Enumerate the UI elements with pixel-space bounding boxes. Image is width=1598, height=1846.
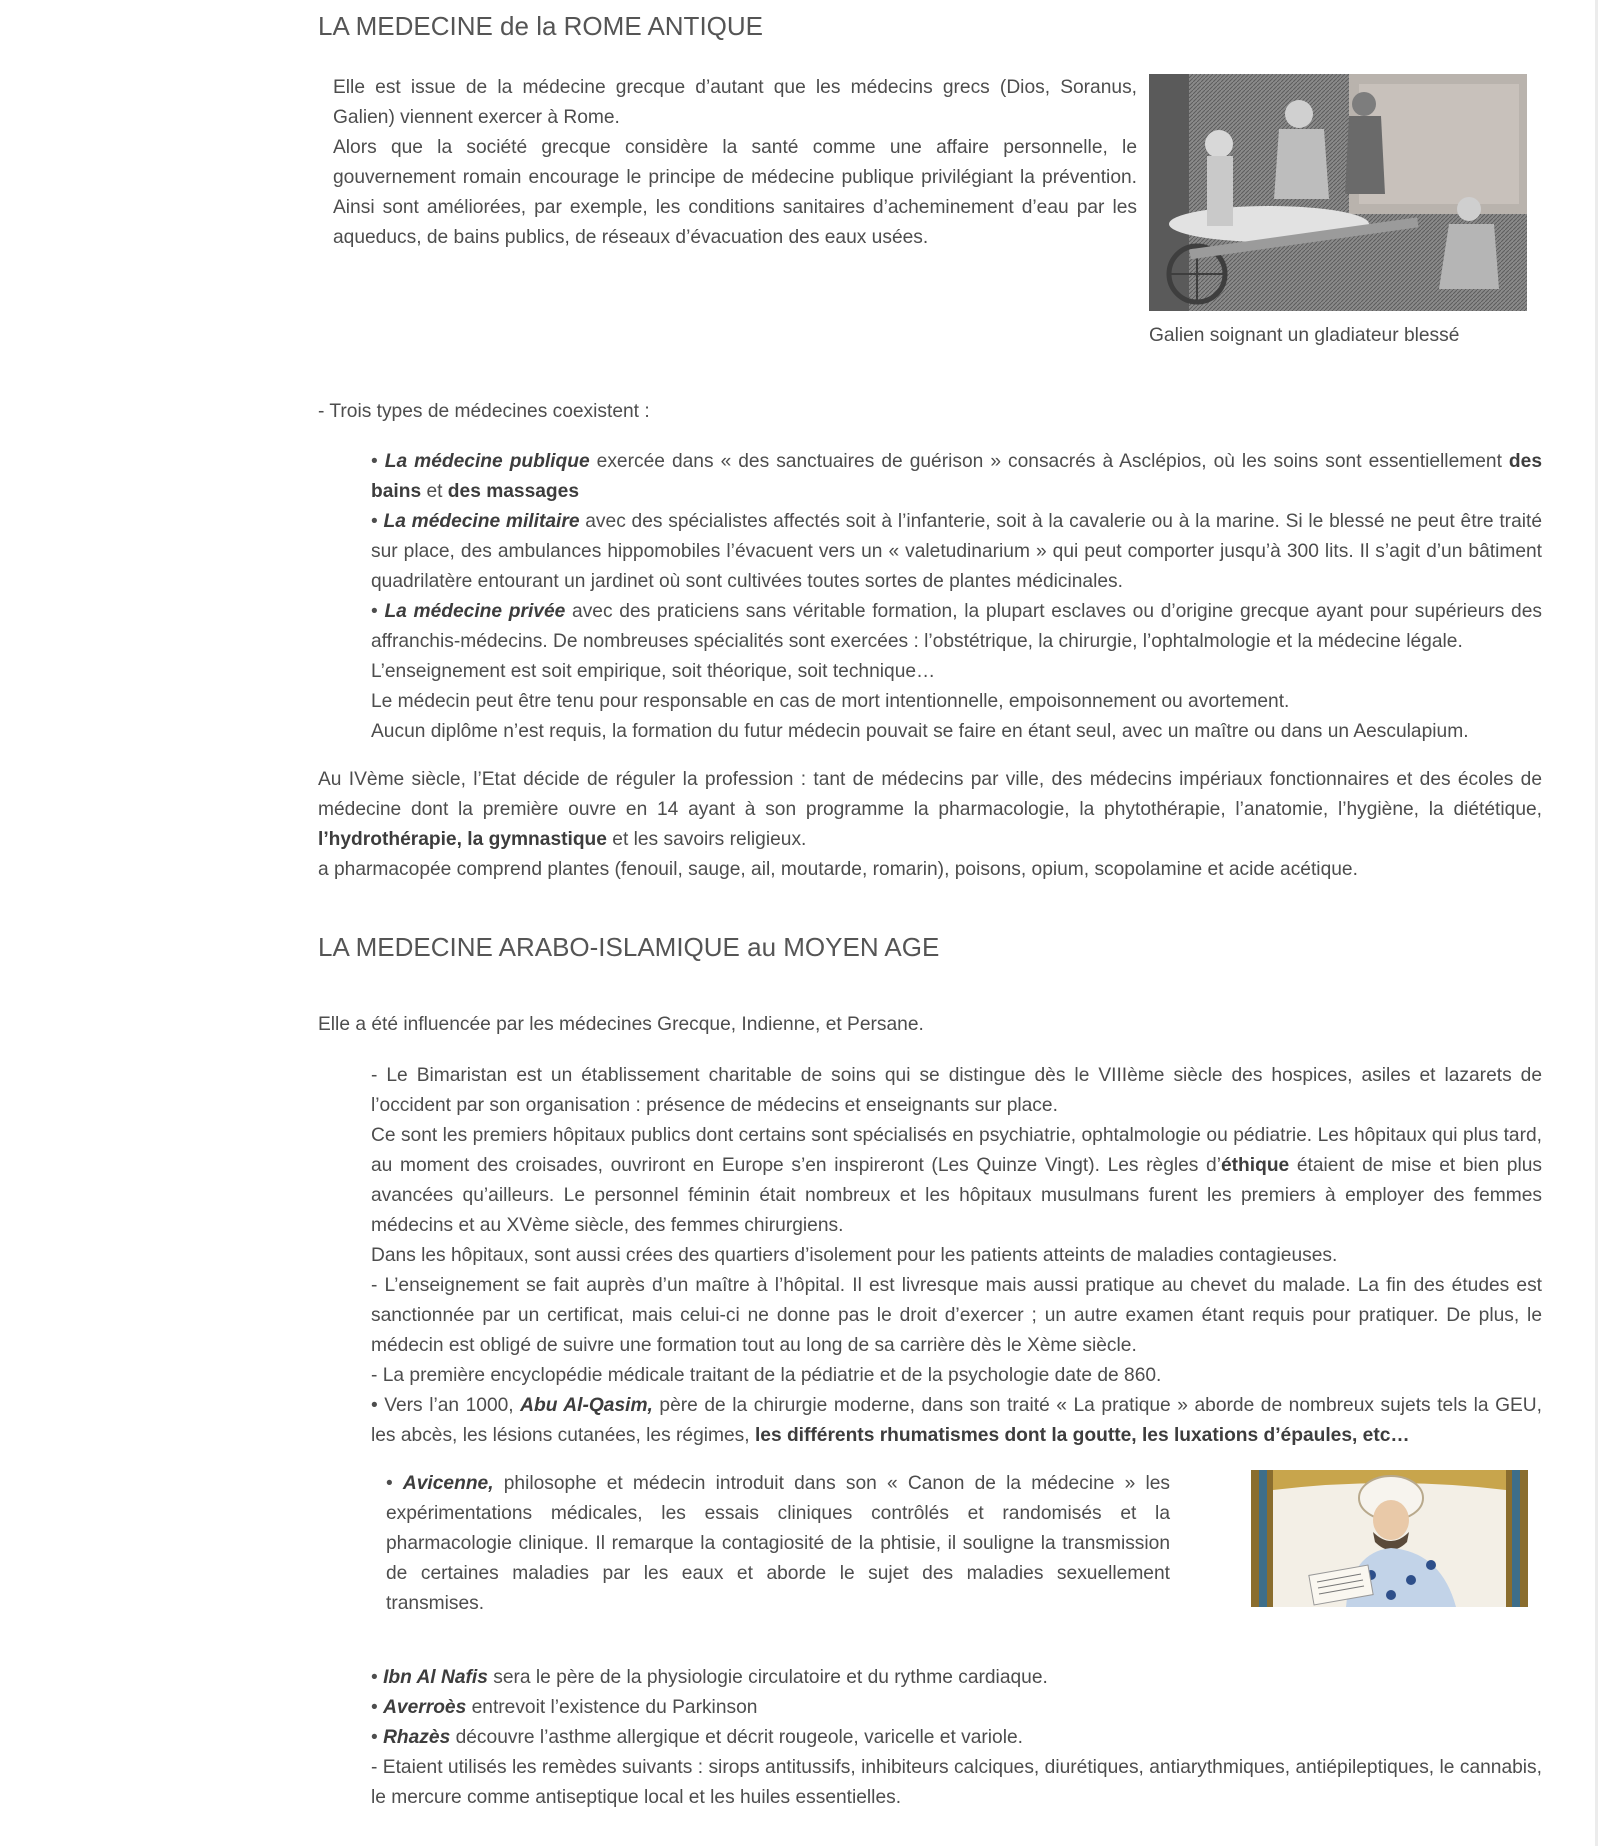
types-intro: - Trois types de médecines coexistent :: [318, 401, 650, 422]
list-item-publique: • La médecine publique exercée dans « des sanctuaires de guérison » consacrés à Asclépios, où les soins sont essentiellement des bains et des massages: [371, 451, 1542, 502]
hopitaux-paragraph: Ce sont les premiers hôpitaux publics dont certains sont spécialisés en psychiatrie, ophtalmologie ou pédiatrie. Les hôpitaux qui plus tard, au moment des croisades, ouvriront en Europe s’en inspireront (Les Quinze Vingt). Les règles d’éthique étaient de mise et bien plus avancées qu’ailleurs. Le personnel féminin était nombreux et les hôpitaux musulmans furent les premiers à employer des femmes médecins et au XVème siècle, des femmes chirurgiens.: [371, 1125, 1542, 1236]
encyclopedie-paragraph: - La première encyclopédie médicale traitant de la pédiatrie et de la psychologie date de 860.: [371, 1365, 1162, 1386]
averroes-name: Averroès: [383, 1697, 467, 1718]
militaire-title: La médecine militaire: [383, 511, 580, 532]
avicenne-portrait-image: [1251, 1470, 1528, 1607]
abu-al-qasim-name: Abu Al-Qasim,: [520, 1395, 653, 1416]
pharmacopee-paragraph: a pharmacopée comprend plantes (fenouil, sauge, ail, moutarde, romarin), poisons, opium, scopolamine et acide acétique.: [318, 859, 1358, 880]
avicenne-paragraph: • Avicenne, philosophe et médecin introduit dans son « Canon de la médecine » les expérimentations médicales, les essais cliniques contrôlés et randomisés et la pharmacologie clinique. Il remarque la contagiosité de la phtisie, il souligne la transmission de certaines maladies par les eaux et aborde le sujet des maladies sexuellement transmises.: [386, 1473, 1170, 1614]
arabo-list: [371, 1061, 1542, 1451]
avicenne-name: Avicenne,: [402, 1473, 494, 1494]
rome-intro-block: [333, 73, 1137, 253]
list-item-militaire: • La médecine militaire avec des spécialistes affectés soit à l’infanterie, soit à la cavalerie ou à la marine. Si le blessé ne peut être traité sur place, des ambulances hippomobiles l’évacuent vers un « valetudinarium » qui peut comporter jusqu’à 300 lits. Il s’agit d’un bâtiment quadrilatère entourant un jardinet où sont cultivées toutes sortes de plantes médicinales.: [371, 511, 1542, 592]
avicenne-figure: [1251, 1470, 1528, 1607]
rome-intro-paragraph-1: Elle est issue de la médecine grecque d’autant que les médecins grecs (Dios, Soranus, Galien) viennent exercer à Rome.: [333, 77, 1137, 128]
privee-enseignement: L’enseignement est soit empirique, soit théorique, soit technique…: [371, 661, 936, 682]
remedes-paragraph: - Etaient utilisés les remèdes suivants : sirops antitussifs, inhibiteurs calciques, diurétiques, antiarythmiques, antiépileptiques, le cannabis, le mercure comme antiseptique local et les huiles essentielles.: [371, 1757, 1542, 1808]
rome-intro-paragraph-2: Alors que la société grecque considère la santé comme une affaire personnelle, le gouvernement romain encourage le principe de médecine publique privilégiant la prévention. Ainsi sont améliorées, par exemple, les conditions sanitaires d’acheminement d’eau par les aqueducs, de bains publics, de réseaux d’évacuation des eaux usées.: [333, 137, 1137, 248]
abu-al-qasim-paragraph: • Vers l’an 1000, Abu Al-Qasim, père de la chirurgie moderne, dans son traité « La pratique » aborde de nombreux sujets tels la GEU, les abcès, les lésions cutanées, les régimes, les différents rhumatismes dont la goutte, les luxations d’épaules, etc…: [371, 1395, 1542, 1446]
rhazes-name: Rhazès: [383, 1727, 451, 1748]
bimaristan-paragraph: - Le Bimaristan est un établissement charitable de soins qui se distingue dès le VIIIème siècle des hospices, asiles et lazarets de l’occident par son organisation : présence de médecins et enseignants sur place.: [371, 1065, 1542, 1116]
galien-figure: [1149, 74, 1529, 351]
galien-figure-caption: Galien soignant un gladiateur blessé: [1149, 325, 1460, 346]
publique-title: La médecine publique: [384, 451, 590, 472]
rhazes-item: • Rhazès découvre l’asthme allergique et décrit rougeole, varicelle et variole.: [371, 1727, 1023, 1748]
ive-paragraph: Au IVème siècle, l’Etat décide de réguler la profession : tant de médecins par ville, des médecins impériaux fonctionnaires et des écoles de médecine dont la première ouvre en 14 ayant à son programme la pharmacologie, la phytothérapie, l’anatomie, l’hygiène, la diététique, l’hydrothérapie, la gymnastique et les savoirs religieux.: [318, 769, 1542, 850]
privee-title: La médecine privée: [384, 601, 566, 622]
privee-responsabilite: Le médecin peut être tenu pour responsable en cas de mort intentionnelle, empoisonnement ou avortement.: [371, 691, 1290, 712]
types-list: [371, 447, 1542, 747]
arabo-intro: Elle a été influencée par les médecines Grecque, Indienne, et Persane.: [318, 1014, 924, 1035]
list-item-privee: • La médecine privée avec des praticiens sans véritable formation, la plupart esclaves ou d’origine grecque ayant pour supérieurs des affranchis-médecins. De nombreuses spécialités sont exercées : l’obstétrique, la chirurgie, l’ophtalmologie et la médecine légale.: [371, 601, 1542, 652]
section-title-arabo: LA MEDECINE ARABO-ISLAMIQUE au MOYEN AGE: [318, 932, 940, 962]
ibn-al-nafis-name: Ibn Al Nafis: [383, 1667, 488, 1688]
isolement-paragraph: Dans les hôpitaux, sont aussi crées des quartiers d’isolement pour les patients atteints de maladies contagieuses.: [371, 1245, 1338, 1266]
section-title-rome: LA MEDECINE de la ROME ANTIQUE: [318, 11, 764, 41]
ibn-al-nafis-item: • Ibn Al Nafis sera le père de la physiologie circulatoire et du rythme cardiaque.: [371, 1667, 1048, 1688]
privee-diplome: Aucun diplôme n’est requis, la formation du futur médecin pouvait se faire en étant seul, avec un maître ou dans un Aesculapium.: [371, 721, 1469, 742]
ive-block: [318, 765, 1542, 885]
savants-list: [371, 1663, 1542, 1813]
galien-engraving-image: [1149, 74, 1527, 311]
enseignement-paragraph: - L’enseignement se fait auprès d’un maître à l’hôpital. Il est livresque mais aussi pratique au chevet du malade. La fin des études est sanctionnée par un certificat, mais celui-ci ne donne pas le droit d’exercer ; un autre examen étant requis pour pratiquer. De plus, le médecin est obligé de suivre une formation tout au long de sa carrière dès le Xème siècle.: [371, 1275, 1542, 1356]
averroes-item: • Averroès entrevoit l’existence du Parkinson: [371, 1697, 758, 1718]
